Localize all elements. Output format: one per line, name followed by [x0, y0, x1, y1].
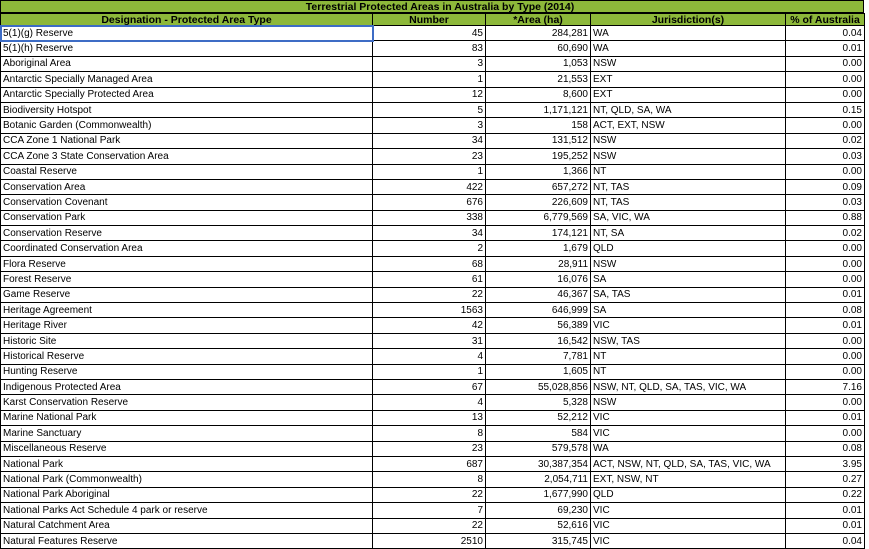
- table-row: [1, 533, 865, 548]
- jurisdiction-cell[interactable]: VIC: [591, 533, 786, 548]
- percent-cell[interactable]: 0.01: [786, 287, 865, 302]
- number-cell[interactable]: 22: [373, 287, 486, 302]
- jurisdiction-cell[interactable]: VIC: [591, 410, 786, 425]
- number-cell[interactable]: 42: [373, 318, 486, 333]
- area-cell[interactable]: 6,779,569: [486, 210, 591, 225]
- table-row: [1, 102, 865, 117]
- header-jurisdiction[interactable]: Jurisdiction(s): [591, 14, 786, 26]
- area-cell[interactable]: 21,553: [486, 72, 591, 87]
- percent-cell[interactable]: 0.01: [786, 503, 865, 518]
- designation-cell[interactable]: National Park Aboriginal: [1, 487, 373, 502]
- jurisdiction-cell[interactable]: VIC: [591, 518, 786, 533]
- number-cell[interactable]: 34: [373, 133, 486, 148]
- table-row: [1, 133, 865, 148]
- area-cell[interactable]: 284,281: [486, 26, 591, 41]
- jurisdiction-cell[interactable]: NT: [591, 349, 786, 364]
- percent-cell[interactable]: 0.00: [786, 272, 865, 287]
- designation-cell[interactable]: Marine National Park: [1, 410, 373, 425]
- table-row: [1, 395, 865, 410]
- designation-cell[interactable]: Historic Site: [1, 333, 373, 348]
- jurisdiction-cell[interactable]: NSW: [591, 256, 786, 271]
- designation-cell[interactable]: Miscellaneous Reserve: [1, 441, 373, 456]
- area-cell[interactable]: 55,028,856: [486, 379, 591, 394]
- designation-cell[interactable]: Coastal Reserve: [1, 164, 373, 179]
- area-cell[interactable]: 7,781: [486, 349, 591, 364]
- area-cell[interactable]: 226,609: [486, 195, 591, 210]
- jurisdiction-cell[interactable]: ACT, NSW, NT, QLD, SA, TAS, VIC, WA: [591, 456, 786, 471]
- protected-areas-table: [0, 13, 865, 549]
- designation-cell[interactable]: Conservation Park: [1, 210, 373, 225]
- percent-cell[interactable]: 7.16: [786, 379, 865, 394]
- designation-cell[interactable]: Natural Features Reserve: [1, 533, 373, 548]
- table-row: [1, 56, 865, 71]
- number-cell[interactable]: 8: [373, 426, 486, 441]
- header-percent[interactable]: % of Australia: [786, 14, 865, 26]
- designation-cell[interactable]: Botanic Garden (Commonwealth): [1, 118, 373, 133]
- area-cell[interactable]: 131,512: [486, 133, 591, 148]
- table-row: [1, 379, 865, 394]
- percent-cell[interactable]: 0.04: [786, 533, 865, 548]
- percent-cell[interactable]: 0.00: [786, 256, 865, 271]
- jurisdiction-cell[interactable]: EXT: [591, 87, 786, 102]
- percent-cell[interactable]: 0.15: [786, 102, 865, 117]
- table-row: [1, 272, 865, 287]
- designation-cell[interactable]: Heritage River: [1, 318, 373, 333]
- number-cell[interactable]: 338: [373, 210, 486, 225]
- designation-cell[interactable]: Conservation Covenant: [1, 195, 373, 210]
- area-cell[interactable]: 195,252: [486, 149, 591, 164]
- jurisdiction-cell[interactable]: NSW: [591, 149, 786, 164]
- table-row: [1, 518, 865, 533]
- table-row: [1, 118, 865, 133]
- designation-cell[interactable]: Marine Sanctuary: [1, 426, 373, 441]
- table-row: [1, 179, 865, 194]
- area-cell[interactable]: 657,272: [486, 179, 591, 194]
- number-cell[interactable]: 31: [373, 333, 486, 348]
- area-cell[interactable]: 158: [486, 118, 591, 133]
- designation-cell[interactable]: Forest Reserve: [1, 272, 373, 287]
- table-title-cell[interactable]: [0, 0, 864, 13]
- jurisdiction-cell[interactable]: WA: [591, 26, 786, 41]
- jurisdiction-cell[interactable]: NT, QLD, SA, WA: [591, 102, 786, 117]
- percent-cell[interactable]: 0.02: [786, 133, 865, 148]
- area-cell[interactable]: 579,578: [486, 441, 591, 456]
- percent-cell[interactable]: 0.01: [786, 318, 865, 333]
- number-cell[interactable]: 2: [373, 241, 486, 256]
- header-number[interactable]: Number: [373, 14, 486, 26]
- jurisdiction-cell[interactable]: VIC: [591, 503, 786, 518]
- number-cell[interactable]: 676: [373, 195, 486, 210]
- percent-cell[interactable]: 0.00: [786, 349, 865, 364]
- number-cell[interactable]: 2510: [373, 533, 486, 548]
- number-cell[interactable]: 3: [373, 118, 486, 133]
- designation-cell[interactable]: Heritage Agreement: [1, 303, 373, 318]
- percent-cell[interactable]: 3.95: [786, 456, 865, 471]
- table-row: [1, 72, 865, 87]
- designation-cell[interactable]: Antarctic Specially Protected Area: [1, 87, 373, 102]
- area-cell[interactable]: 1,605: [486, 364, 591, 379]
- number-cell[interactable]: 7: [373, 503, 486, 518]
- number-cell[interactable]: 1: [373, 72, 486, 87]
- area-cell[interactable]: 1,366: [486, 164, 591, 179]
- area-cell[interactable]: 1,679: [486, 241, 591, 256]
- jurisdiction-cell[interactable]: WA: [591, 441, 786, 456]
- percent-cell[interactable]: 0.27: [786, 472, 865, 487]
- table-row: [1, 333, 865, 348]
- percent-cell[interactable]: 0.00: [786, 56, 865, 71]
- table-row: [1, 149, 865, 164]
- percent-cell[interactable]: 0.01: [786, 410, 865, 425]
- number-cell[interactable]: 4: [373, 349, 486, 364]
- percent-cell[interactable]: 0.00: [786, 118, 865, 133]
- table-row: [1, 503, 865, 518]
- table-row: [1, 349, 865, 364]
- jurisdiction-cell[interactable]: ACT, EXT, NSW: [591, 118, 786, 133]
- number-cell[interactable]: 34: [373, 226, 486, 241]
- jurisdiction-cell[interactable]: NT, SA: [591, 226, 786, 241]
- number-cell[interactable]: 3: [373, 56, 486, 71]
- designation-cell[interactable]: CCA Zone 3 State Conservation Area: [1, 149, 373, 164]
- table-row: [1, 195, 865, 210]
- header-designation[interactable]: Designation - Protected Area Type: [1, 14, 373, 26]
- area-cell[interactable]: 30,387,354: [486, 456, 591, 471]
- designation-cell[interactable]: Biodiversity Hotspot: [1, 102, 373, 117]
- table-row: [1, 241, 865, 256]
- area-cell[interactable]: 28,911: [486, 256, 591, 271]
- area-cell[interactable]: 52,212: [486, 410, 591, 425]
- jurisdiction-cell[interactable]: NSW, NT, QLD, SA, TAS, VIC, WA: [591, 379, 786, 394]
- designation-cell[interactable]: Indigenous Protected Area: [1, 379, 373, 394]
- number-cell[interactable]: 68: [373, 256, 486, 271]
- area-cell[interactable]: 2,054,711: [486, 472, 591, 487]
- table-row: [1, 410, 865, 425]
- table-row: [1, 456, 865, 471]
- jurisdiction-cell[interactable]: SA: [591, 272, 786, 287]
- number-cell[interactable]: 67: [373, 379, 486, 394]
- designation-cell[interactable]: Historical Reserve: [1, 349, 373, 364]
- designation-cell[interactable]: Aboriginal Area: [1, 56, 373, 71]
- number-cell[interactable]: 8: [373, 472, 486, 487]
- jurisdiction-cell[interactable]: EXT: [591, 72, 786, 87]
- designation-cell[interactable]: Natural Catchment Area: [1, 518, 373, 533]
- table-row: [1, 256, 865, 271]
- percent-cell[interactable]: 0.00: [786, 426, 865, 441]
- area-cell[interactable]: 46,367: [486, 287, 591, 302]
- designation-cell[interactable]: National Park: [1, 456, 373, 471]
- table-title: Terrestrial Protected Areas in Australia by Type (2014): [305, 0, 575, 13]
- area-cell[interactable]: 584: [486, 426, 591, 441]
- number-cell[interactable]: 1: [373, 164, 486, 179]
- jurisdiction-cell[interactable]: NSW: [591, 56, 786, 71]
- table-row: [1, 441, 865, 456]
- percent-cell[interactable]: 0.00: [786, 164, 865, 179]
- number-cell[interactable]: 23: [373, 149, 486, 164]
- area-cell[interactable]: 174,121: [486, 226, 591, 241]
- designation-cell[interactable]: Karst Conservation Reserve: [1, 395, 373, 410]
- percent-cell[interactable]: 0.00: [786, 87, 865, 102]
- percent-cell[interactable]: 0.03: [786, 149, 865, 164]
- number-cell[interactable]: 1563: [373, 303, 486, 318]
- percent-cell[interactable]: 0.03: [786, 195, 865, 210]
- designation-cell[interactable]: Game Reserve: [1, 287, 373, 302]
- area-cell[interactable]: 315,745: [486, 533, 591, 548]
- number-cell[interactable]: 22: [373, 487, 486, 502]
- table-row: [1, 41, 865, 56]
- number-cell[interactable]: 1: [373, 364, 486, 379]
- number-cell[interactable]: 12: [373, 87, 486, 102]
- number-cell[interactable]: 422: [373, 179, 486, 194]
- jurisdiction-cell[interactable]: NT, TAS: [591, 179, 786, 194]
- table-row: [1, 426, 865, 441]
- jurisdiction-cell[interactable]: NSW: [591, 133, 786, 148]
- area-cell[interactable]: 16,542: [486, 333, 591, 348]
- designation-cell[interactable]: 5(1)(h) Reserve: [1, 41, 373, 56]
- area-cell[interactable]: 60,690: [486, 41, 591, 56]
- number-cell[interactable]: 687: [373, 456, 486, 471]
- jurisdiction-cell[interactable]: SA, VIC, WA: [591, 210, 786, 225]
- designation-cell[interactable]: Conservation Reserve: [1, 226, 373, 241]
- header-area[interactable]: *Area (ha): [486, 14, 591, 26]
- percent-cell[interactable]: 0.00: [786, 364, 865, 379]
- percent-cell[interactable]: 0.00: [786, 241, 865, 256]
- header-row: [1, 14, 865, 26]
- percent-cell[interactable]: 0.22: [786, 487, 865, 502]
- percent-cell[interactable]: 0.00: [786, 333, 865, 348]
- table-row: [1, 318, 865, 333]
- number-cell[interactable]: 13: [373, 410, 486, 425]
- designation-cell[interactable]: National Parks Act Schedule 4 park or reserve: [1, 503, 373, 518]
- jurisdiction-cell[interactable]: NSW: [591, 395, 786, 410]
- jurisdiction-cell[interactable]: NT: [591, 364, 786, 379]
- number-cell[interactable]: 61: [373, 272, 486, 287]
- table-row: [1, 226, 865, 241]
- percent-cell[interactable]: 0.01: [786, 41, 865, 56]
- table-row: [1, 87, 865, 102]
- number-cell[interactable]: 83: [373, 41, 486, 56]
- percent-cell[interactable]: 0.02: [786, 226, 865, 241]
- table-row: [1, 287, 865, 302]
- jurisdiction-cell[interactable]: NT, TAS: [591, 195, 786, 210]
- jurisdiction-cell[interactable]: VIC: [591, 318, 786, 333]
- designation-cell[interactable]: CCA Zone 1 National Park: [1, 133, 373, 148]
- designation-cell[interactable]: Antarctic Specially Managed Area: [1, 72, 373, 87]
- number-cell[interactable]: 4: [373, 395, 486, 410]
- area-cell[interactable]: 5,328: [486, 395, 591, 410]
- jurisdiction-cell[interactable]: QLD: [591, 241, 786, 256]
- percent-cell[interactable]: 0.08: [786, 441, 865, 456]
- jurisdiction-cell[interactable]: SA: [591, 303, 786, 318]
- area-cell[interactable]: 69,230: [486, 503, 591, 518]
- table-row: [1, 164, 865, 179]
- percent-cell[interactable]: 0.08: [786, 303, 865, 318]
- jurisdiction-cell[interactable]: VIC: [591, 426, 786, 441]
- jurisdiction-cell[interactable]: QLD: [591, 487, 786, 502]
- percent-cell[interactable]: 0.09: [786, 179, 865, 194]
- jurisdiction-cell[interactable]: EXT, NSW, NT: [591, 472, 786, 487]
- designation-cell[interactable]: Flora Reserve: [1, 256, 373, 271]
- area-cell[interactable]: 646,999: [486, 303, 591, 318]
- percent-cell[interactable]: 0.00: [786, 72, 865, 87]
- number-cell[interactable]: 5: [373, 102, 486, 117]
- area-cell[interactable]: 1,677,990: [486, 487, 591, 502]
- designation-cell[interactable]: 5(1)(g) Reserve: [1, 26, 373, 41]
- table-row: [1, 26, 865, 41]
- area-cell[interactable]: 56,389: [486, 318, 591, 333]
- percent-cell[interactable]: 0.01: [786, 518, 865, 533]
- area-cell[interactable]: 8,600: [486, 87, 591, 102]
- area-cell[interactable]: 1,171,121: [486, 102, 591, 117]
- table-row: [1, 303, 865, 318]
- table-row: [1, 487, 865, 502]
- number-cell[interactable]: 22: [373, 518, 486, 533]
- table-row: [1, 364, 865, 379]
- designation-cell[interactable]: National Park (Commonwealth): [1, 472, 373, 487]
- number-cell[interactable]: 23: [373, 441, 486, 456]
- number-cell[interactable]: 45: [373, 26, 486, 41]
- area-cell[interactable]: 16,076: [486, 272, 591, 287]
- area-cell[interactable]: 1,053: [486, 56, 591, 71]
- jurisdiction-cell[interactable]: NSW, TAS: [591, 333, 786, 348]
- jurisdiction-cell[interactable]: WA: [591, 41, 786, 56]
- table-row: [1, 210, 865, 225]
- percent-cell[interactable]: 0.04: [786, 26, 865, 41]
- designation-cell[interactable]: Conservation Area: [1, 179, 373, 194]
- percent-cell[interactable]: 0.88: [786, 210, 865, 225]
- designation-cell[interactable]: Coordinated Conservation Area: [1, 241, 373, 256]
- area-cell[interactable]: 52,616: [486, 518, 591, 533]
- jurisdiction-cell[interactable]: SA, TAS: [591, 287, 786, 302]
- table-row: [1, 472, 865, 487]
- jurisdiction-cell[interactable]: NT: [591, 164, 786, 179]
- percent-cell[interactable]: 0.00: [786, 395, 865, 410]
- designation-cell[interactable]: Hunting Reserve: [1, 364, 373, 379]
- table-body: [1, 26, 865, 549]
